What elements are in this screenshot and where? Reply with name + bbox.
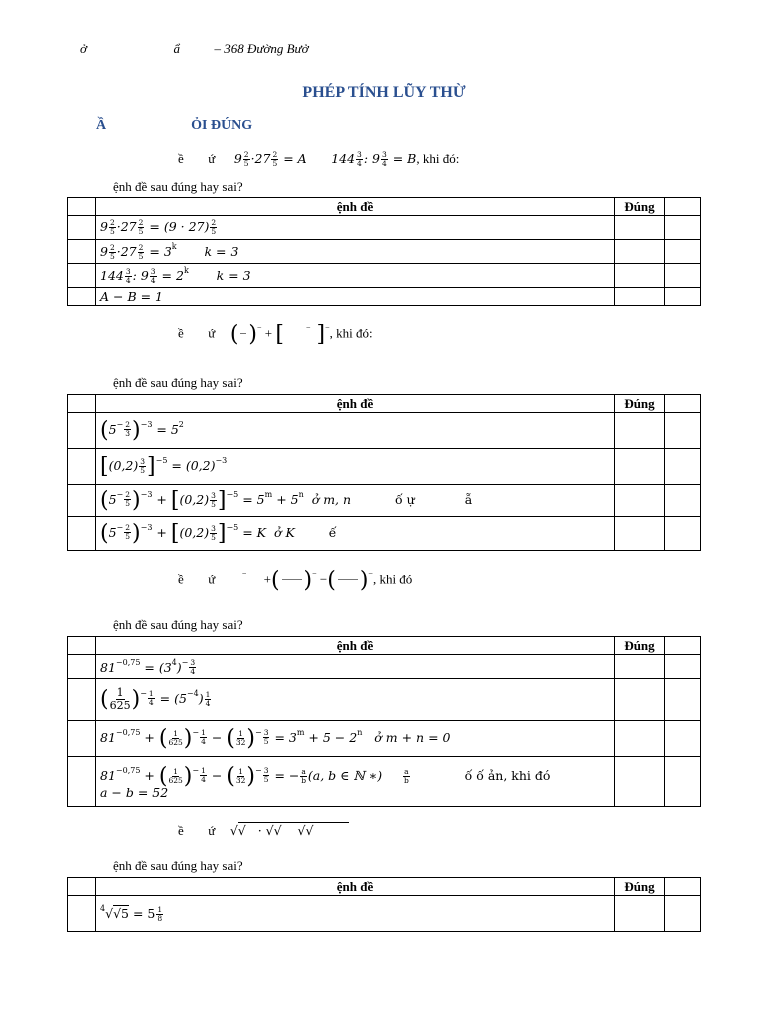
q4-table [67, 877, 701, 932]
table-header-row [68, 878, 701, 896]
q1-formula-a: 9 $\frac{2}{5}$ ·27 $\frac{2}{5}$ = A [233, 150, 307, 168]
header-correct: Đúng [615, 878, 665, 896]
answer-true-cell[interactable] [615, 896, 665, 932]
statement-cell: [(0,2) $\frac{3}{5}$ ]$^{-5} = (0,2)^{-3}$ [96, 449, 615, 485]
q1-intro-b: ứ [208, 151, 216, 166]
answer-true-cell[interactable] [615, 240, 665, 264]
section-heading-b: ỎI ĐÚNG [191, 118, 253, 133]
table-header-row [68, 198, 701, 216]
header-statement: ệnh đề [96, 395, 615, 413]
table-row [68, 679, 701, 721]
q3-intro-b: ứ [208, 571, 216, 587]
table-row [68, 655, 701, 679]
answer-true-cell[interactable] [615, 517, 665, 551]
q3-table [67, 636, 701, 807]
q3-row4-tail-a: ố [464, 768, 473, 783]
answer-false-cell[interactable] [665, 679, 701, 721]
answer-false-cell[interactable] [665, 288, 701, 306]
table-header-row [68, 637, 701, 655]
table-row [68, 264, 701, 288]
q2-intro-b: ứ [208, 325, 216, 341]
q3-intro-a: ề [178, 571, 184, 587]
q2-row3-tail-c: ẫ [464, 492, 473, 507]
q1-prompt: ệnh đề sau đúng hay sai? [113, 179, 243, 194]
answer-false-cell[interactable] [665, 757, 701, 807]
header-correct: Đúng [615, 637, 665, 655]
answer-true-cell[interactable] [615, 757, 665, 807]
q2-prompt: ệnh đề sau đúng hay sai? [113, 375, 243, 390]
statement-cell: 144 $\frac{3}{4}$ : 9 $\frac{3}{4}$ = $2^k$ k = 3 [96, 264, 615, 288]
table-row [68, 413, 701, 449]
table-row [68, 288, 701, 306]
statement-cell: 9 $\frac{2}{5}$ ·27 $\frac{2}{5}$ = (9 · 27) $\frac{2}{5}$ [96, 216, 615, 240]
table-row [68, 449, 701, 485]
table-row [68, 517, 701, 551]
q3-intro: ề ứ − +( )− −( )−, khi đó [178, 568, 413, 593]
table-row [68, 896, 701, 932]
q4-intro [178, 823, 349, 839]
q3-intro-tail: , khi đó [372, 571, 413, 587]
q1-table [67, 197, 701, 306]
q3-row4-tail-c: ản, khi đó [487, 768, 551, 783]
header-part1: ở [80, 41, 87, 56]
answer-false-cell[interactable] [665, 517, 701, 551]
q4-formula: √√ · √√ √√ [230, 822, 349, 838]
page-title: PHÉP TÍNH LŨY THỪ [302, 84, 466, 101]
statement-cell: A − B = 1 [96, 288, 615, 306]
header-statement: ệnh đề [96, 198, 615, 216]
answer-false-cell[interactable] [665, 485, 701, 517]
answer-false-cell[interactable] [665, 655, 701, 679]
answer-true-cell[interactable] [615, 264, 665, 288]
q2-row3-tail-b: ự [406, 492, 415, 507]
statement-cell: ($5^{- \frac{2}{3}}$ )$^{-3} = 5^2$ [96, 413, 615, 449]
header-statement: ệnh đề [96, 637, 615, 655]
table-header-row [68, 395, 701, 413]
table-row [68, 216, 701, 240]
answer-false-cell[interactable] [665, 264, 701, 288]
statement-cell: 9 $\frac{2}{5}$ ·27 $\frac{2}{5}$ = $3^k$ k = 3 [96, 240, 615, 264]
section-heading-a: Ầ [96, 118, 107, 133]
q2-row4-tail: ế [328, 525, 337, 540]
q2-table [67, 394, 701, 551]
statement-cell: $^4$√√5 = 5 $\frac{1}{8}$ [96, 896, 615, 932]
table-row [68, 485, 701, 517]
q4-intro-b: ứ [208, 823, 216, 838]
section-heading [96, 118, 252, 134]
header-statement: ệnh đề [96, 878, 615, 896]
answer-true-cell[interactable] [615, 655, 665, 679]
answer-false-cell[interactable] [665, 449, 701, 485]
q2-row3-tail-a: ố [395, 492, 403, 507]
answer-false-cell[interactable] [665, 413, 701, 449]
q2-intro: ề ứ ( )− + [ − ]−, khi đó: [178, 322, 373, 347]
answer-true-cell[interactable] [615, 679, 665, 721]
q2-intro-tail: , khi đó: [329, 325, 373, 341]
statement-cell: $81^{-0,75}$ + ( $\frac{1}{625}$ )$^{- \frac{1}{4}}$ − ( $\frac{1}{32}$ )$^{- \frac{3}{5}}$ = − $\frac{a}{b}$ (a, b ∈ ℕ ∗) $\frac{a}{b}$ ố ố ản, khi đó a − b = 52 [96, 757, 615, 807]
answer-false-cell[interactable] [665, 896, 701, 932]
answer-true-cell[interactable] [615, 449, 665, 485]
header-correct: Đúng [615, 198, 665, 216]
q1-intro-tail: , khi đó: [416, 151, 460, 166]
q4-prompt: ệnh đề sau đúng hay sai? [113, 858, 243, 873]
table-row [68, 757, 701, 807]
statement-cell: $81^{-0,75} = (3^4)^{- \frac{3}{4}}$ [96, 655, 615, 679]
answer-true-cell[interactable] [615, 721, 665, 757]
answer-true-cell[interactable] [615, 288, 665, 306]
header-correct: Đúng [615, 395, 665, 413]
header-part2: ẩ [173, 41, 180, 56]
answer-true-cell[interactable] [615, 413, 665, 449]
statement-cell: ( $\frac{1}{625}$ )$^{- \frac{1}{4}}$ = $(5^{-4})$ $\frac{1}{4}$ [96, 679, 615, 721]
q1-intro [178, 151, 459, 168]
answer-false-cell[interactable] [665, 216, 701, 240]
header-part3: – 368 Đường Bưở [214, 41, 309, 56]
statement-cell: ($5^{- \frac{2}{5}}$ )$^{-3}$ + [(0,2) $\frac{3}{5}$ ]$^{-5}$ = K ở K ế [96, 517, 615, 551]
q2-intro-a: ề [178, 325, 184, 341]
answer-true-cell[interactable] [615, 216, 665, 240]
q1-formula-b: 144 $\frac{3}{4}$ : 9 $\frac{3}{4}$ = B [331, 150, 417, 168]
q4-intro-a: ề [178, 823, 184, 838]
answer-true-cell[interactable] [615, 485, 665, 517]
answer-false-cell[interactable] [665, 721, 701, 757]
q1-intro-a: ề [178, 151, 184, 166]
table-row [68, 721, 701, 757]
table-row [68, 240, 701, 264]
q3-row4-tail-b: ố [476, 768, 484, 783]
statement-cell: $81^{-0,75}$ + ( $\frac{1}{625}$ )$^{- \frac{1}{4}}$ − ( $\frac{1}{32}$ )$^{- \frac{3}{5}}$ = $3^m + 5 - 2^n$ ở m + n = 0 [96, 721, 615, 757]
page-header [80, 41, 309, 57]
answer-false-cell[interactable] [665, 240, 701, 264]
statement-cell: ($5^{- \frac{2}{5}}$ )$^{-3}$ + [(0,2) $\frac{3}{5}$ ]$^{-5} = 5^m + 5^n$ ở m, n ố ự ẫ [96, 485, 615, 517]
q3-prompt: ệnh đề sau đúng hay sai? [113, 617, 243, 632]
